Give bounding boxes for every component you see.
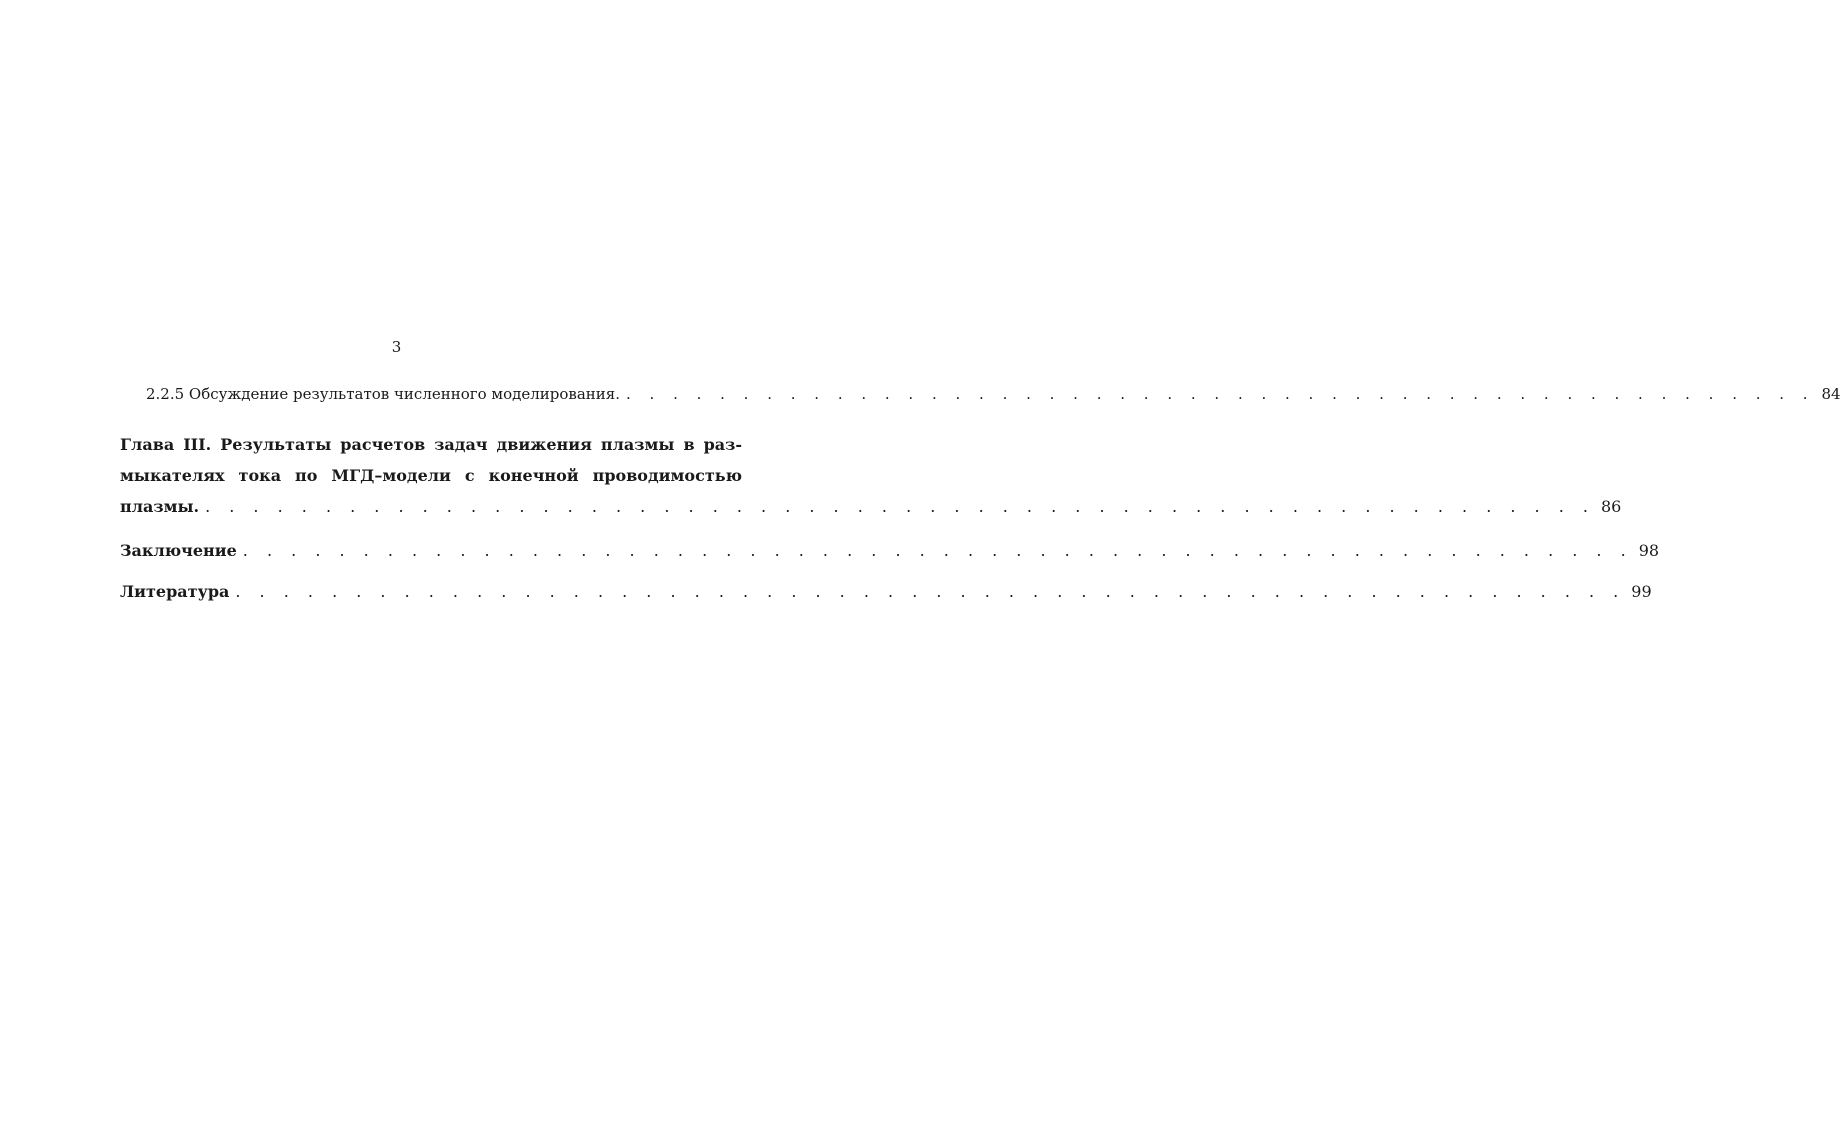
toc-entry-page: 99 bbox=[1631, 582, 1652, 601]
toc-chapter-line-1: Глава III. Результаты расчетов задач движения плазмы в раз- bbox=[120, 435, 742, 454]
page-number: 3 bbox=[391, 338, 402, 356]
toc-entry-label: Заключение bbox=[120, 541, 237, 560]
dot-leader: . . . . . . . . . . . . . . . . . . . . . . . . . . . . . . . . . . . . . . . . . . . . . . . . . . . . . . . . . . bbox=[235, 582, 1626, 601]
dot-leader: . . . . . . . . . . . . . . . . . . . . . . . . . . . . . . . . . . . . . . . . . . . . . . . . . . . . . . . . . . bbox=[205, 497, 1595, 516]
toc-entry-label: плазмы. bbox=[120, 497, 200, 516]
toc-entry-chapter-3 bbox=[120, 429, 1622, 522]
dot-leader: . . . . . . . . . . . . . . . . . . . . . . . . . . . . . . . . . . . . . . . . . . . . . . . . . . . bbox=[626, 385, 1815, 403]
toc-chapter-line-2: мыкателях тока по МГД–модели с конечной проводимостью bbox=[120, 466, 742, 485]
toc-entry-literature bbox=[120, 582, 1652, 601]
toc-chapter-line-3 bbox=[120, 491, 1622, 522]
toc-entry-conclusion bbox=[120, 541, 1660, 560]
table-of-contents bbox=[120, 385, 1841, 601]
toc-entry-page: 84 bbox=[1821, 385, 1841, 403]
toc-entry-label: Литература bbox=[120, 582, 230, 601]
toc-entry-label: 2.2.5 Обсуждение результатов численного моделирования. bbox=[146, 385, 620, 403]
toc-entry-page: 98 bbox=[1638, 541, 1660, 560]
toc-entry-page: 86 bbox=[1600, 497, 1622, 516]
toc-entry-section-2-2-5 bbox=[120, 385, 1841, 403]
dot-leader: . . . . . . . . . . . . . . . . . . . . . . . . . . . . . . . . . . . . . . . . . . . . . . . . . . . . . . . . . . bbox=[242, 541, 1633, 560]
